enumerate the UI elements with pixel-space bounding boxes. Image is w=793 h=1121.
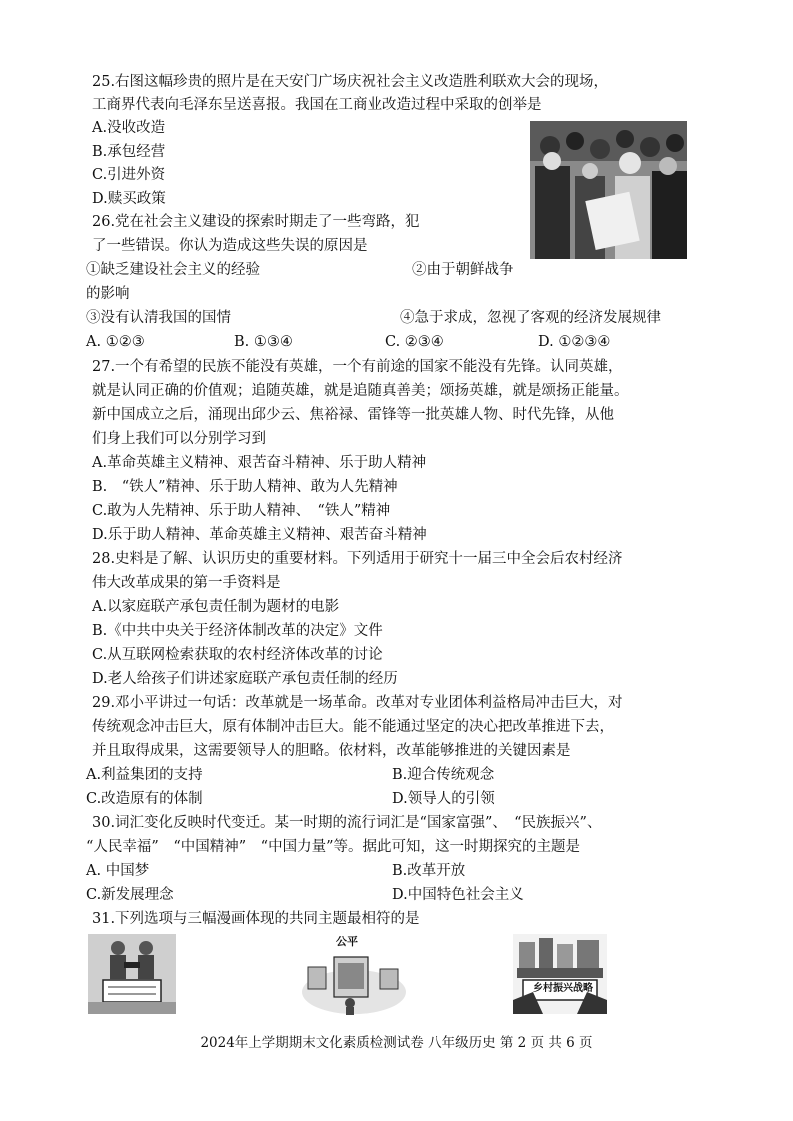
q28-option-c: C.从互联网检索获取的农村经济体改革的讨论 [92, 647, 383, 663]
q28-stem-line1: 28.史料是了解、认识历史的重要材料。下列适用于研究十一届三中全会后农村经济 [92, 551, 623, 567]
q29-option-d: D.领导人的引领 [392, 791, 495, 807]
q26-item-1: ①缺乏建设社会主义的经验 [86, 262, 260, 278]
comic-3 [513, 934, 607, 1014]
q31-stem: 31.下列选项与三幅漫画体现的共同主题最相符的是 [92, 911, 420, 927]
q29-stem-line3: 并且取得成果，这需要领导人的胆略。依材料，改革能够推进的关键因素是 [92, 743, 571, 759]
q25-option-a: A.没收改造 [92, 120, 166, 136]
q29-option-a: A.利益集团的支持 [86, 767, 203, 783]
q25-option-b: B.承包经营 [92, 144, 166, 160]
q28-option-b: B.《中共中央关于经济体制改革的决定》文件 [92, 623, 383, 639]
q28-option-d: D.老人给孩子们讲述家庭联产承包责任制的经历 [92, 671, 398, 687]
comic-2 [300, 937, 408, 1017]
q29-option-b: B.迎合传统观念 [392, 767, 495, 783]
q26-item-2: ②由于朝鲜战争 [412, 262, 514, 278]
q27-option-d: D.乐于助人精神、革命英雄主义精神、艰苦奋斗精神 [92, 527, 427, 543]
q26-stem-line1: 26.党在社会主义建设的探索时期走了一些弯路，犯 [92, 214, 420, 230]
q26-item-3: ③没有认清我国的国情 [86, 310, 231, 326]
q25-stem-line1: 25.右图这幅珍贵的照片是在天安门广场庆祝社会主义改造胜利联欢大会的现场， [92, 74, 609, 90]
q27-stem-line4: 们身上我们可以分别学习到 [92, 431, 266, 447]
q30-option-c: C.新发展理念 [86, 887, 174, 903]
q30-stem-line1: 30.词汇变化反映时代变迁。某一时期的流行词汇是“国家富强”、 “民族振兴”、 [92, 815, 602, 831]
q29-stem-line2: 传统观念冲击巨大，原有体制冲击巨大。能不能通过坚定的决心把改革推进下去， [92, 719, 614, 735]
q27-option-a: A.革命英雄主义精神、艰苦奋斗精神、乐于助人精神 [92, 455, 427, 471]
q30-option-b: B.改革开放 [392, 863, 466, 879]
q26-option-a: A. ①②③ [86, 334, 145, 350]
comic-2-label: 公平 [336, 935, 358, 948]
q27-stem-line2: 就是认同正确的价值观；追随英雄，就是追随真善美；颂扬英雄，就是颂扬正能量。 [92, 383, 629, 399]
q29-option-c: C.改造原有的体制 [86, 791, 203, 807]
q26-option-c: C. ②③④ [385, 334, 444, 350]
q26-item-2-cont: 的影响 [86, 286, 130, 302]
q26-option-d: D. ①②③④ [538, 334, 611, 350]
q30-stem-line2: “人民幸福” “中国精神” “中国力量”等。据此可知，这一时期探究的主题是 [86, 839, 580, 855]
q28-option-a: A.以家庭联产承包责任制为题材的电影 [92, 599, 340, 615]
page-footer: 2024年上学期期末文化素质检测试卷 八年级历史 第 2 页 共 6 页 [200, 1035, 593, 1051]
q28-stem-line2: 伟大改革成果的第一手资料是 [92, 575, 281, 591]
q25-stem-line2: 工商界代表向毛泽东呈送喜报。我国在工商业改造过程中采取的创举是 [92, 97, 542, 113]
q27-option-c: C.敢为人先精神、乐于助人精神、 “铁人”精神 [92, 503, 391, 519]
q27-stem-line3: 新中国成立之后，涌现出邱少云、焦裕禄、雷锋等一批英雄人物、时代先锋，从他 [92, 407, 614, 423]
q29-stem-line1: 29.邓小平讲过一句话：改革就是一场革命。改革对专业团体利益格局冲击巨大，对 [92, 695, 623, 711]
q27-option-b: B. “铁人”精神、乐于助人精神、敢为人先精神 [92, 479, 398, 495]
historical-photo [530, 121, 687, 259]
q26-option-b: B. ①③④ [234, 334, 293, 350]
q30-option-d: D.中国特色社会主义 [392, 887, 524, 903]
comic-1 [88, 934, 176, 1014]
q27-stem-line1: 27.一个有希望的民族不能没有英雄，一个有前途的国家不能没有先锋。认同英雄， [92, 359, 623, 375]
q25-option-c: C.引进外资 [92, 167, 166, 183]
q30-option-a: A. 中国梦 [86, 863, 150, 879]
q26-item-4: ④急于求成，忽视了客观的经济发展规律 [400, 310, 661, 326]
comic-3-label: 乡村振兴战略 [533, 983, 593, 994]
q25-option-d: D.赎买政策 [92, 191, 166, 207]
q26-stem-line2: 了一些错误。你认为造成这些失误的原因是 [92, 238, 368, 254]
